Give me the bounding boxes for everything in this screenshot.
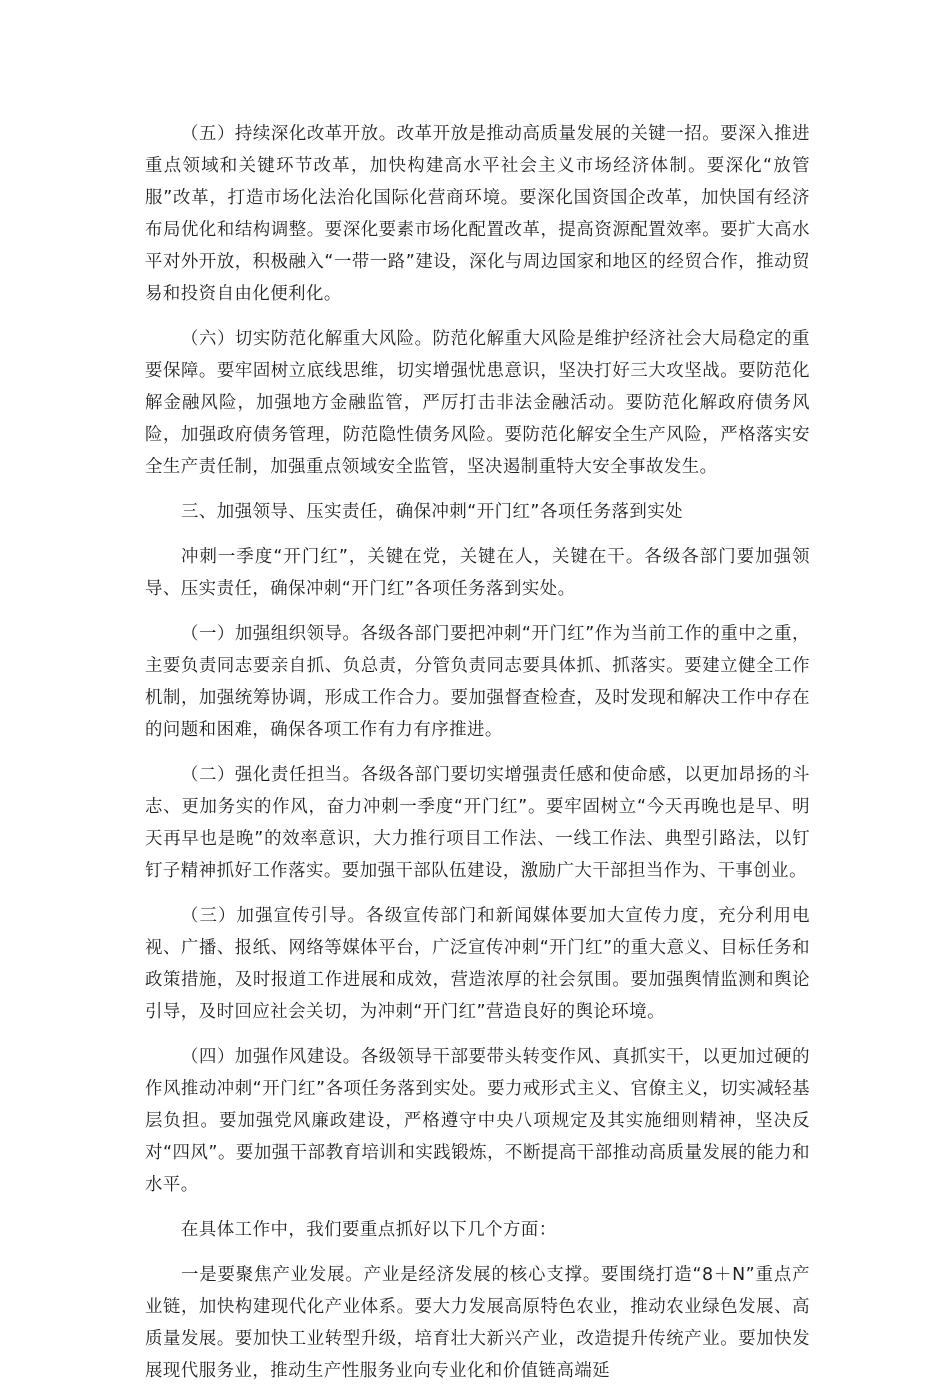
paragraph-responsibility: （二）强化责任担当。各级各部门要切实增强责任感和使命感，以更加昂扬的斗志、更加务实的作风，奋力冲刺一季度“开门红”。要牢固树立“今天再晚也是早、明天再早也是晚”的效率意识，大力推行项目工作法、一线工作法、典型引路法，以钉钉子精神抓好工作落实。要加强干部队伍建设，激励广大干部担当作为、干事创业。: [145, 765, 810, 881]
paragraph-section-intro: 冲刺一季度“开门红”，关键在党，关键在人，关键在干。各级各部门要加强领导、压实责任，确保冲刺“开门红”各项任务落到实处。: [145, 547, 810, 599]
paragraph-organization-leadership: （一）加强组织领导。各级各部门要把冲刺“开门红”作为当前工作的重中之重，主要负责同志要亲自抓、负总责，分管负责同志要具体抓、抓落实。要建立健全工作机制，加强统筹协调，形成工作合力。要加强督查检查，及时发现和解决工作中存在的问题和困难，确保各项工作有力有序推进。: [145, 624, 810, 740]
section-heading-three: 三、加强领导、压实责任，确保冲刺“开门红”各项任务落到实处: [181, 502, 684, 522]
paragraph-work-style: （四）加强作风建设。各级领导干部要带头转变作风、真抓实干，以更加过硬的作风推动冲刺“开门红”各项任务落到实处。要力戒形式主义、官僚主义，切实减轻基层负担。要加强党风廉政建设，严格遵守中央八项规定及其实施细则精神，坚决反对“四风”。要加强干部教育培训和实践锻炼，不断提高干部推动高质量发展的能力和水平。: [145, 1047, 810, 1195]
paragraph-industry-development: 一是要聚焦产业发展。产业是经济发展的核心支撑。要围绕打造“8＋N”重点产业链，加快构建现代化产业体系。要大力发展高原特色农业，推动农业绿色发展、高质量发展。要加快工业转型升级，培育壮大新兴产业，改造提升传统产业。要加快发展现代服务业，推动生产性服务业向专业化和价值链高端延: [145, 1265, 810, 1381]
paragraph-reform-opening: （五）持续深化改革开放。改革开放是推动高质量发展的关键一招。要深入推进重点领域和关键环节改革，加快构建高水平社会主义市场经济体制。要深化“放管服”改革，打造市场化法治化国际化营商环境。要深化国资国企改革，加快国有经济布局优化和结构调整。要深化要素市场化配置改革，提高资源配置效率。要扩大高水平对外开放，积极融入“一带一路”建设，深化与周边国家和地区的经贸合作，推动贸易和投资自由化便利化。: [145, 124, 810, 304]
document-page: [145, 118, 810, 1387]
paragraph-focus-aspects: 在具体工作中，我们要重点抓好以下几个方面：: [181, 1220, 557, 1240]
paragraph-risk-prevention: （六）切实防范化解重大风险。防范化解重大风险是维护经济社会大局稳定的重要保障。要牢固树立底线思维，切实增强忧患意识，坚决打好三大攻坚战。要防范化解金融风险，加强地方金融监管，严厉打击非法金融活动。要防范化解政府债务风险，加强政府债务管理，防范隐性债务风险。要防范化解安全生产风险，严格落实安全生产责任制，加强重点领域安全监管，坚决遏制重特大安全事故发生。: [145, 329, 810, 477]
paragraph-publicity: （三）加强宣传引导。各级宣传部门和新闻媒体要加大宣传力度，充分利用电视、广播、报纸、网络等媒体平台，广泛宣传冲刺“开门红”的重大意义、目标任务和政策措施，及时报道工作进展和成效，营造浓厚的社会氛围。要加强舆情监测和舆论引导，及时回应社会关切，为冲刺“开门红”营造良好的舆论环境。: [145, 906, 810, 1022]
